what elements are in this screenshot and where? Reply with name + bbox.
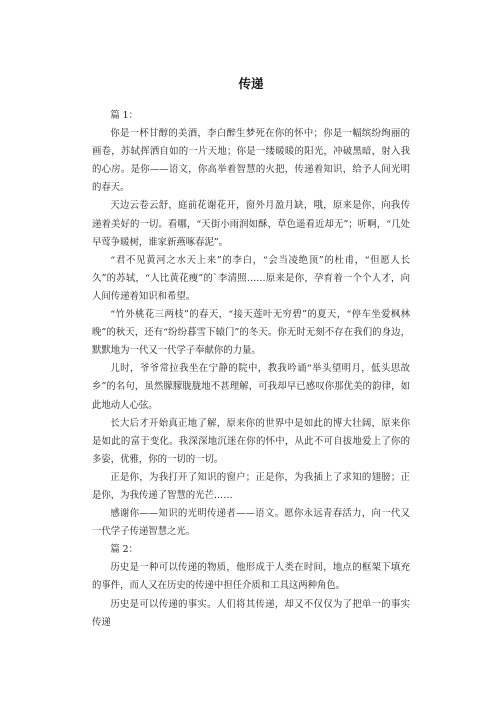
paragraph: 历史是可以传递的事实。人们将其传递，却又不仅仅为了把单一的事实传递: [92, 598, 410, 628]
paragraph: 历史是一种可以传递的物质，他形成于人类在时间，地点的框架下填充的事件，而人又在历史的传递中担任介质和工具这两种角色。: [92, 562, 410, 592]
paragraph: 你是一杯甘醇的美酒，李白醉生梦死在你的怀中；你是一幅缤纷绚丽的画卷，苏轼挥洒自如的一片天地；你是一缕暖暖的阳光，冲破黑暗，射入我的心房。是你——语文，你高举着智慧的火把，传递着知识，给予人间光明的春天。: [92, 128, 410, 194]
section-heading-1: 篇 1：: [110, 110, 139, 121]
paragraph: 天边云卷云舒，庭前花谢花开，窗外月盈月缺，哦，原来是你，向我传递着美好的一切。看哪，“天街小雨润如酥，草色遥看近却无”；听啊，“几处早莺争暖树，谁家新燕啄春泥”。: [92, 200, 410, 248]
paragraph: 儿时，爷爷常拉我坐在宁静的院中，教我吟诵“举头望明月，低头思故乡”的名句，虽然朦朦胧胧地不甚理解，可我却早已感叹你那优美的韵律，如此地动人心弦。: [92, 363, 410, 411]
paragraph: 正是你，为我打开了知识的窗户；正是你，为我插上了求知的翅膀；正是你，为我传递了智慧的光芒……: [92, 471, 410, 501]
paragraph: 长大后才开始真正地了解，原来你的世界中是如此的博大壮阔，原来你是如此的富于变化。我深深地沉迷在你的怀中，从此不可自拔地爱上了你的多姿，优雅，你的一切的一切。: [92, 417, 410, 465]
paragraph: “君不见黄河之水天上来”的李白，“会当凌绝顶”的杜甫，“但愿人长久”的苏轼，“人比黄花瘦”的`李清照……原来是你，孕育着一个个人才，向人间传递着知识和希望。: [92, 254, 410, 302]
paragraph: “竹外桃花三两枝”的春天，“接天莲叶无穷碧”的夏天，“停车坐爱枫林晚”的秋天，还有“纷纷暮雪下辕门”的冬天。你无时无刻不存在我们的身边，默默地为一代又一代学子奉献你的力量。: [92, 309, 410, 357]
document-title: 传递: [238, 76, 264, 91]
document-page: [92, 76, 410, 632]
section-heading-2: 篇 2：: [110, 544, 139, 556]
paragraph: 感谢你——知识的光明传递者——语文。愿你永远青春活力，向一代又一代学子传递智慧之光。: [92, 508, 410, 538]
